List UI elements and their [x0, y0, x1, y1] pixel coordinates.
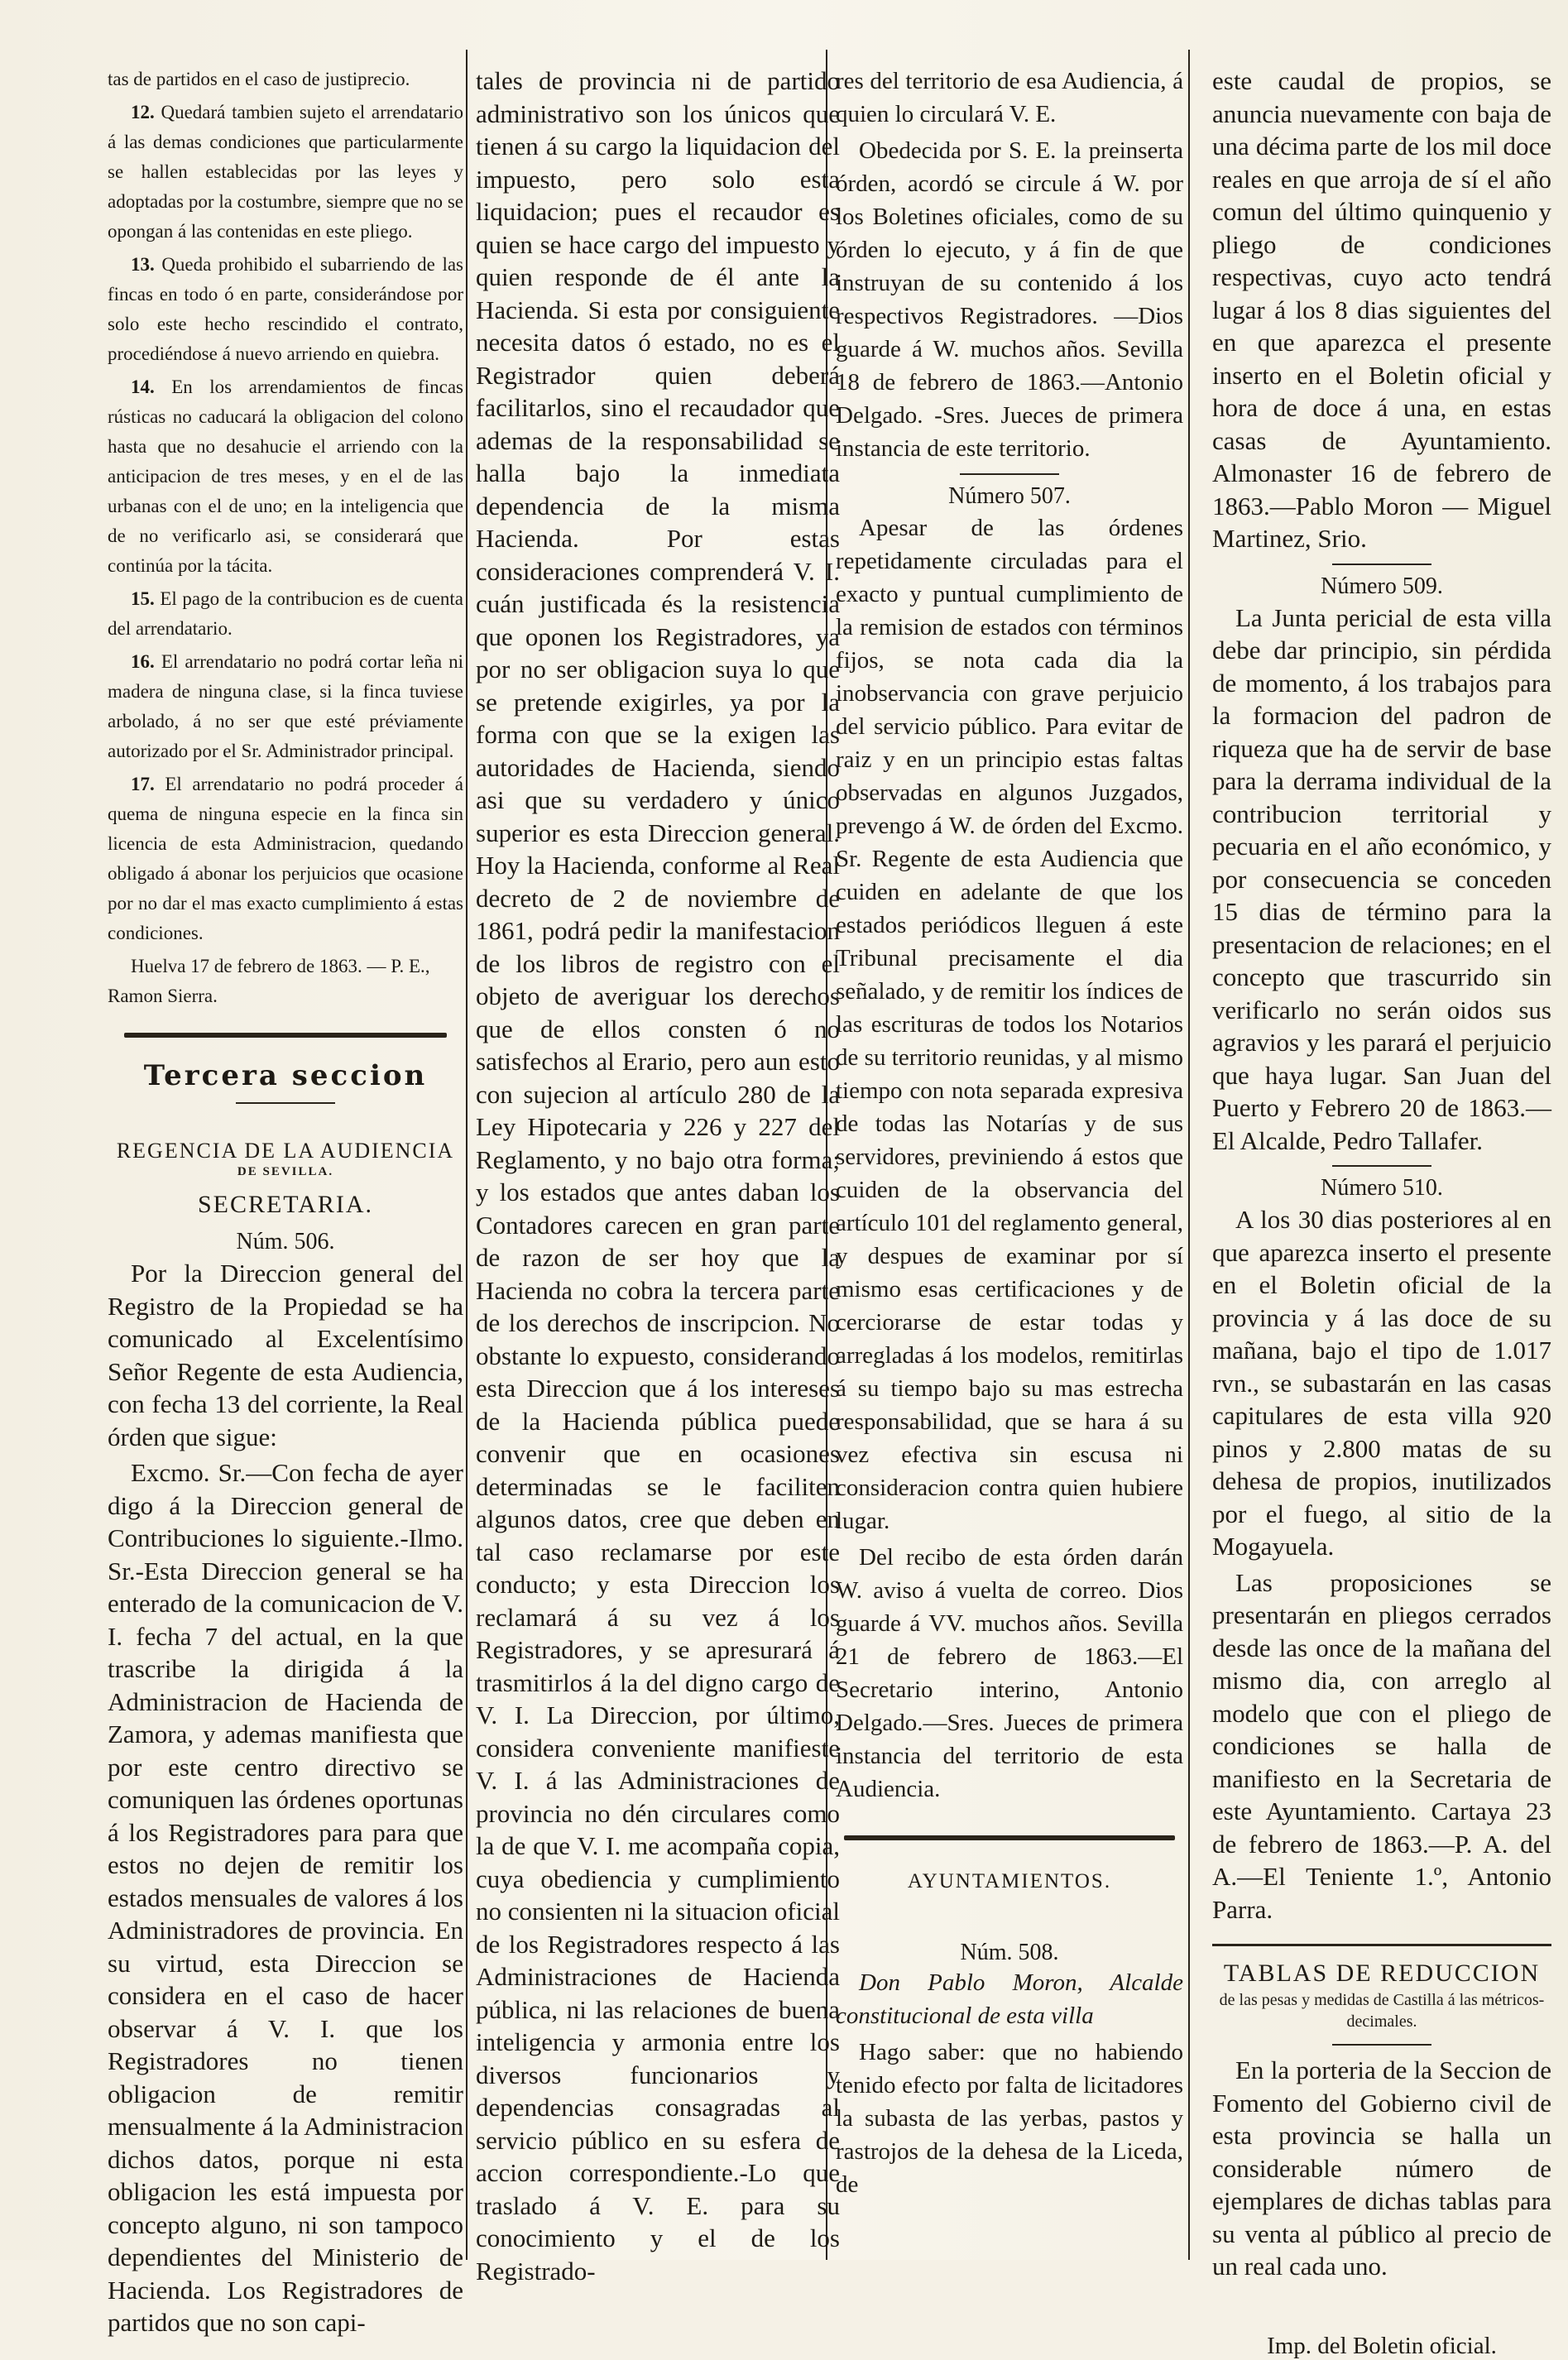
- condition-16: [108, 647, 463, 766]
- divider: [1332, 2044, 1431, 2046]
- paragraph: La Junta pericial de esta villa debe dar principio, sin pérdida de momento, á los trabajos para la formacion del padron de riqueza que ha de servir de base para la derrama individual de la contribucion territorial y pecuaria en el año económico, y por consecuencia se conceden 15 dias de término para la presentacion de relaciones; en el concepto que trascurrido sin verificarlo no serán oidos sus agravios y les parará el perjuicio que haya lugar. San Juan del Puerto y Febrero 20 de 1863.—El Alcalde, Pedro Tallafer.: [1212, 602, 1551, 1155]
- item-number: 15.: [131, 588, 155, 609]
- condition-15: [108, 584, 463, 644]
- paragraph: Las proposiciones se presentarán en pliegos cerrados desde las once de la mañana del mismo dia, con arreglo al modelo que con el pliego de condiciones se halla de manifiesto en la Secretaria de este Ayuntamiento. Cartaya 23 de febrero de 1863.—P. A. del A.—El Teniente 1.º, Antonio Parra.: [1212, 1567, 1551, 1924]
- divider: [236, 1102, 335, 1104]
- heading-tablas-sub: de las pesas y medidas de Castilla á las métricos-decimales.: [1219, 1991, 1545, 2031]
- paragraph: Hago saber: que no habiendo tenido efecto por falta de licitadores la subasta de las yerbas, pastos y rastrojos de la dehesa de la Liceda, de: [836, 2039, 1183, 2198]
- item-number: 12.: [131, 102, 155, 122]
- number-510: Número 510.: [1321, 1175, 1443, 1201]
- section-rule: [124, 1033, 447, 1038]
- condition-14: [108, 372, 463, 581]
- item-text: El pago de la contribucion es de cuenta del arrendatario.: [108, 588, 464, 639]
- column-4: [1212, 65, 1551, 2359]
- number-506: Núm. 506.: [236, 1229, 335, 1254]
- number-508: Núm. 508.: [960, 1940, 1059, 1965]
- divider: [1332, 1165, 1431, 1167]
- imprint: Imp. del Boletin oficial.: [1267, 2332, 1497, 2359]
- divider: [960, 473, 1059, 475]
- item-text: El arrendatario no podrá cortar leña ni madera de ninguna clase, si la finca tuviese arbolado, á no ser que esté préviamente autorizado por el Sr. Administrador principal.: [108, 651, 463, 761]
- item-number: 13.: [131, 254, 155, 275]
- paragraph: este caudal de propios, se anuncia nuevamente con baja de una décima parte de los mil doce reales en que arroja de sí el año comun del último quinquenio y pliego de condiciones respectivas, cuyo acto tendrá lugar á los 8 dias siguientes del en que aparezca el presente inserto en el Boletin oficial y hora de doce á una, en estas casas de Ayuntamiento. Almonaster 16 de febrero de 1863.—Pablo Moron — Miguel Martinez, Srio.: [1212, 66, 1551, 553]
- paragraph: tas de partidos en el caso de justiprecio.: [108, 69, 410, 89]
- condition-13: [108, 250, 463, 369]
- paragraph: A los 30 dias posteriores al en que aparezca inserto el presente en el Boletin oficial de la provincia y á las doce de su mañana, bajo el tipo de 1.017 rvn., se subastarán en las casas capitulares de esta villa 920 pinos y 2.800 matas de su dehesa de propios, inutilizados por el fuego, al sitio de la Mogayuela.: [1212, 1205, 1551, 1561]
- column-3: [836, 65, 1183, 2252]
- item-text: Queda prohibido el subarriendo de las fincas en todo ó en parte, considerándose por solo este hecho rescindido el contrato, procediéndose á nuevo arriendo en quiebra.: [108, 254, 463, 364]
- item-number: 14.: [131, 377, 155, 397]
- paragraph: tales de provincia ni de partido administrativo son los únicos que tienen á su cargo la liquidacion del impuesto, pero solo esta liquidacion; pues el recaudor es quien se hace cargo del impuesto y quien responde de él ante la Hacienda. Si esta por consiguiente necesita datos ó estado, no es el Registrador quien deberá facilitarlos, sino el recaudador que ademas de la responsabilidad se halla bajo la inmediata dependencia de la misma Hacienda. Por estas consideraciones comprenderá V. I. cuán justificada és la resistencia que oponen los Registradores, ya por no ser obligacion suya lo que se pretende exigirles, ya por la forma con que se la exigen las autoridades de Hacienda, siendo asi que su verdadero y único superior es esta Direccion general. Hoy la Hacienda, conforme al Real decreto de 2 de noviembre de 1861, podrá pedir la manifestacion de los libros de registro con el objeto de averiguar los derechos que de ellos consten ó no satisfechos al Erario, pero aun esto con sujecion al artículo 280 de la Ley Hipotecaria y 226 y 227 del Reglamento, y no bajo otra forma; y los estados que antes daban los Contadores carecen en gran parte de razon de ser hoy que la Hacienda no cobra la tercera parte de los derechos de inscripcion. No obstante lo expuesto, considerando esta Direccion que á los intereses de la Hacienda pública puede convenir que en ocasiones determinadas se le faciliten algunos datos, cree que deben en tal caso reclamarse por este conducto; y esta Direccion los reclamará á su vez á los Registradores, y se apresurará á trasmitirlos á la del digno cargo de V. I. La Direccion, por último, considera conveniente manifieste V. I. á las Administraciones de provincia no dén circulares como la de que V. I. me acompaña copia, cuya obediencia y cumplimiento no consienten ni la situacion oficial de los Registradores respecto á las Administraciones de Hacienda pública, ni las relaciones de buena inteligencia y armonia entre los diversos funcionarios y dependencias consagradas al servicio público en su esfera de accion correspondiente.-Lo que traslado á V. E. para su conocimiento y el de los Registrado-: [476, 66, 840, 2286]
- heading-tablas: TABLAS DE REDUCCION: [1223, 1959, 1541, 1987]
- paragraph: Del recibo de esta órden darán W. aviso á vuelta de correo. Dios guarde á VV. muchos años. Sevilla 21 de febrero de 1863.—El Secretario interino, Antonio Delgado.—Sres. Jueces de primera instancia del territorio de esta Audiencia.: [836, 1544, 1183, 1802]
- paragraph: res del territorio de esa Audiencia, á quien lo circulará V. E.: [836, 68, 1183, 127]
- paragraph: Excmo. Sr.—Con fecha de ayer digo á la Direccion general de Contribuciones lo siguiente.-Ilmo. Sr.-Esta Direccion general se ha enterado de la comunicacion de V. I. fecha 7 del actual, en la que trascribe la dirigida á la Administracion de Hacienda de Zamora, y ademas manifiesta que por este centro directivo se comuniquen las órdenes oportunas á los Registradores para para que estos no dejen de remitir los estados mensuales de valores á los Administradores de provincia. En su virtud, esta Direccion se considera en el caso de hacer observar á V. I. que los Registradores no tienen obligacion de remitir mensualmente á la Administracion dichos datos, porque ni esta obligacion les está impuesta por concepto alguno, ni son tampoco dependientes del Ministerio de Hacienda. Los Registradores de partidos que no son capi-: [108, 1458, 463, 2337]
- heading-secretaria: SECRETARIA.: [197, 1191, 374, 1218]
- number-509: Número 509.: [1321, 573, 1443, 599]
- paragraph: En la porteria de la Seccion de Fomento del Gobierno civil de esta provincia se halla un considerable número de ejemplares de dichas tablas para su venta al público al precio de un real cada uno.: [1212, 2055, 1551, 2281]
- paragraph: Por la Direccion general del Registro de la Propiedad se ha comunicado al Excelentísimo Señor Regente de esta Audiencia, con fecha 13 del corriente, la Real órden que sigue:: [108, 1259, 463, 1451]
- signature: Huelva 17 de febrero de 1863. — P. E., Ramon Sierra.: [108, 956, 430, 1006]
- column-2: [476, 65, 840, 2286]
- item-text: El arrendatario no podrá proceder á quema de ninguna especie en la finca sin licencia de esta Administracion, quedando obligado á abonar los perjuicios que ocasione por no dar el mas exacto cumplimiento á estas condiciones.: [108, 774, 463, 943]
- paragraph: Obedecida por S. E. la preinserta órden, acordó se circule á W. por los Boletines oficiales, como de su órden lo ejecuto, y á fin de que instruyan de su contenido á los respectivos Registradores. —Dios guarde á W. muchos años. Sevilla 18 de febrero de 1863.—Antonio Delgado. -Sres. Jueces de primera instancia de este territorio.: [836, 137, 1183, 462]
- item-text: En los arrendamientos de fincas rústicas no caducará la obligacion del colono hasta que no desahucie el arriendo con la anticipacion de tres meses, y en el de las urbanas con el de uno; en la inteligencia que de no verificarlo asi, se considerará que continúa por la tácita.: [108, 377, 464, 576]
- condition-12: [108, 98, 463, 247]
- heading-sevilla: DE SEVILLA.: [237, 1165, 334, 1178]
- column-divider: [466, 50, 468, 2260]
- item-text: Quedará tambien sujeto el arrendatario á las demas condiciones que particularmente se hallen establecidas por las leyes y adoptadas por la costumbre, siempre que no se opongan á las contenidas en este pliego.: [108, 102, 463, 242]
- heading-ayuntamientos: AYUNTAMIENTOS.: [907, 1870, 1112, 1892]
- heading-regencia: REGENCIA DE LA AUDIENCIA: [116, 1139, 455, 1163]
- column-divider: [1188, 50, 1190, 2260]
- paragraph: Don Pablo Moron, Alcalde constitucional de esta villa: [836, 1969, 1183, 2029]
- divider: [1332, 564, 1431, 565]
- section-rule: [844, 1835, 1175, 1840]
- section-rule: [1212, 1944, 1551, 1946]
- column-1: [108, 65, 464, 2337]
- section-title: Tercera seccion: [143, 1059, 428, 1092]
- item-number: 17.: [131, 774, 155, 794]
- paragraph: Apesar de las órdenes repetidamente circuladas para el exacto y puntual cumplimiento de la remision de estados con términos fijos, se nota cada dia la inobservancia con grave perjuicio del servicio público. Para evitar de raiz y en un principio estas faltas observadas en algunos Juzgados, prevengo á W. de órden del Excmo. Sr. Regente de esta Audiencia que cuiden en adelante de que los estados periódicos lleguen á este Tribunal precisamente el dia señalado, y de remitir los índices de las escrituras de todos los Notarios de su territorio reunidas, y al mismo tiempo con nota separada expresiva de todas las Notarías y de sus servidores, previniendo á estos que cuiden de la observancia del artículo 101 del reglamento general, y despues de examinar por sí mismo esas certificaciones y de cerciorarse de estar todas y arregladas á los modelos, remitirlas á su tiempo bajo su mas estrecha responsabilidad, que se hara á su vez efectiva sin escusa ni consideracion contra quien hubiere lugar.: [836, 515, 1183, 1534]
- condition-17: [108, 770, 463, 948]
- item-number: 16.: [131, 651, 155, 672]
- number-507: Número 507.: [948, 483, 1071, 509]
